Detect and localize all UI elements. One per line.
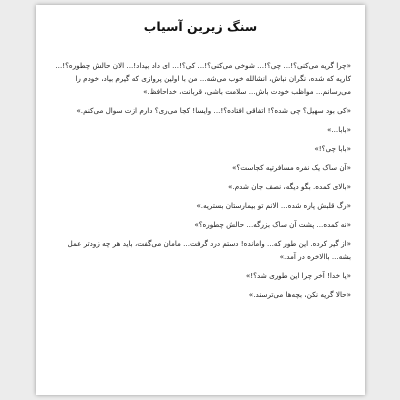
paragraph: «بابا...» [326,125,351,134]
document-page [36,5,365,395]
paragraph: «کی بود سهیل؟ چی شده؟! اتفاقی افتاده؟!... وایسا! کجا می‌ری؟ دارم ازت سوال می‌کنم.» [76,106,351,115]
paragraph: «بابا چی؟!» [314,144,351,153]
paragraph: «آن ساک یک نفره مسافرتیه کجاست؟» [232,163,351,172]
paragraph: «چرا گریه می‌کنی؟!... چی؟!... شوخی می‌کنی؟!... کی؟!... ای داد بیداد!... الان حالش چطوره؟!... کاریه که شده، نگران نباش، انشالله خوب می‌شه... من با اولین پروازی که گیرم بیاد، خودم را می‌رسانم... مواظب خودت باش... سلامت باشی، قربانت، خداحافظ.» [55,61,351,96]
paragraph: «بالای کمده. بگو دیگه، نصف جان شدم.» [228,182,351,191]
page-body [50,59,351,307]
paragraph: «از گیر کرده. این طور که... وامانده! دستم درد گرفت... مامان می‌گفت، باید هر چه زودتر عمل بشه... باالاخره در آمد.» [67,239,351,261]
paragraph: «رگ قلبش پاره شده... الانم تو بیمارستان بستریه.» [196,201,351,210]
paragraph: «نه کمده... پشت آن ساک بزرگه... حالش چطوره؟» [194,220,351,229]
paragraph: «حالا گریه نکن، بچه‌ها می‌ترسند.» [248,290,351,299]
page-title: سنگ زیرین آسیاب [143,19,258,34]
paragraph: «یا خدا! آخر چرا این طوری شد؟!» [245,271,351,280]
